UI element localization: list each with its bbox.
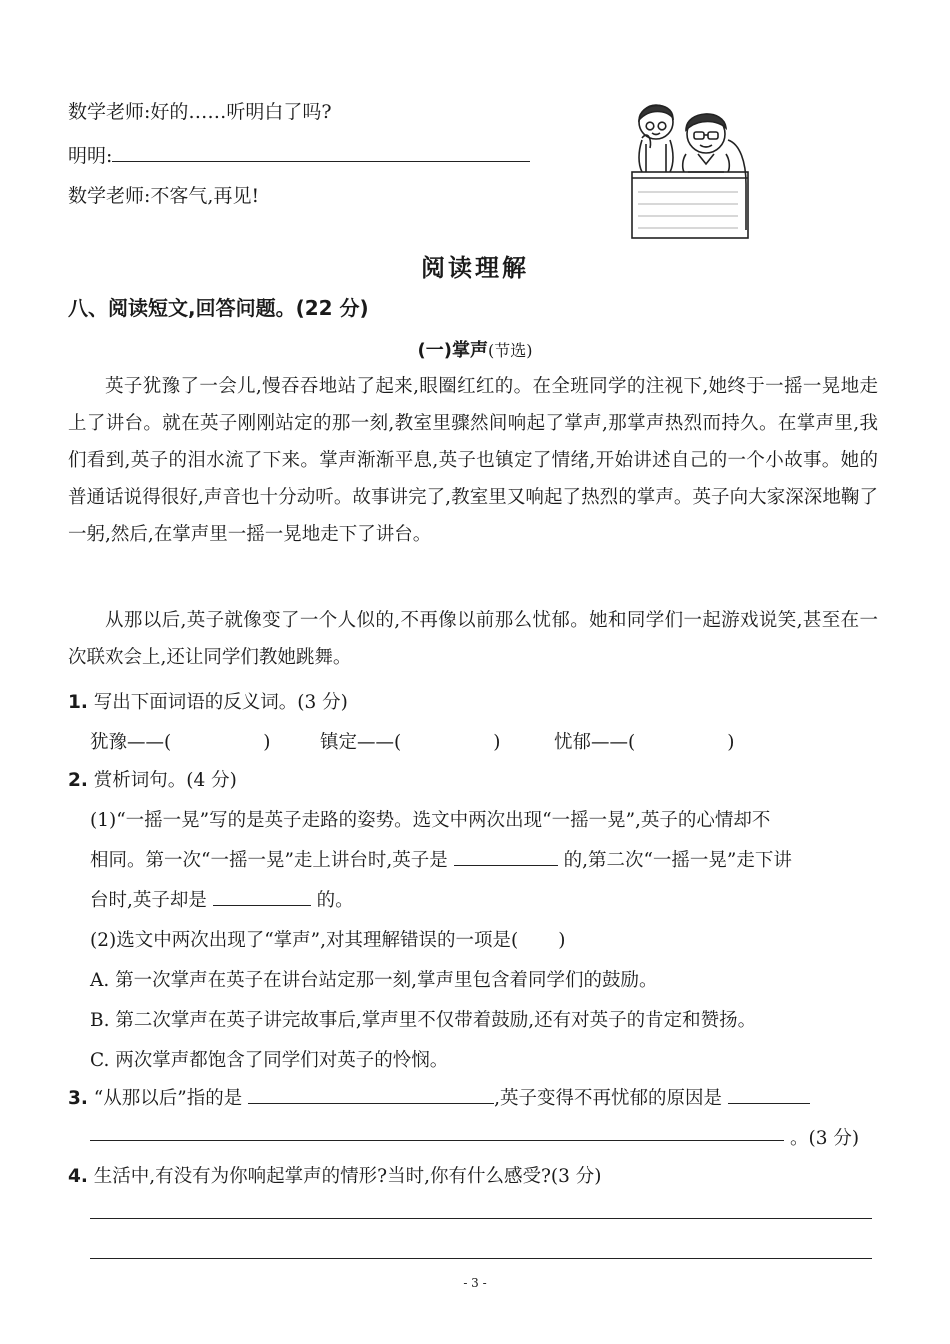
question-3-tail: 。(3 分) — [790, 1128, 860, 1149]
dialogue-text: : — [106, 145, 113, 167]
question-number: 3. — [68, 1088, 88, 1109]
dialogue-line-1 — [68, 100, 332, 124]
question-4 — [68, 1162, 601, 1188]
question-text: 赏析词句。(4 分) — [93, 770, 237, 791]
antonym-prompt: 镇定——( — [320, 732, 402, 753]
dialogue-text: :不客气,再见! — [144, 185, 260, 207]
answer-line[interactable] — [90, 1258, 872, 1259]
dialogue-line-2 — [68, 143, 530, 168]
question-header: 八、阅读短文,回答问题。(22 分) — [68, 296, 369, 320]
question-2-part-2 — [90, 926, 565, 952]
question-number: 1. — [68, 692, 88, 713]
option-c[interactable]: C. 两次掌声都饱含了同学们对英子的怜悯。 — [90, 1050, 449, 1071]
prompt-text: “从那以后”指的是 — [93, 1088, 243, 1109]
answer-line[interactable] — [90, 1140, 784, 1141]
passage-title-text: (一)掌声 — [417, 340, 488, 361]
prompt-text: 台时,英子却是 — [90, 890, 207, 911]
question-text: 生活中,有没有为你响起掌声的情形?当时,你有什么感受?(3 分) — [93, 1166, 602, 1187]
speaker: 数学老师 — [68, 185, 145, 207]
question-2-part-1-line-2 — [90, 846, 792, 872]
antonym-item-1[interactable] — [90, 728, 270, 754]
prompt-text: 的,第二次“一摇一晃”走下讲 — [563, 850, 792, 871]
question-number: 4. — [68, 1166, 88, 1187]
section-title: 阅读理解 — [421, 254, 529, 282]
answer-line[interactable] — [90, 1218, 872, 1219]
antonym-prompt: 忧郁——( — [554, 732, 636, 753]
close-paren: ) — [558, 930, 566, 951]
prompt-text: 相同。第一次“一摇一晃”走上讲台时,英子是 — [90, 850, 448, 871]
close-paren: ) — [727, 732, 735, 753]
question-1 — [68, 688, 348, 714]
prompt-text: ,英子变得不再忧郁的原因是 — [494, 1088, 722, 1109]
option-b[interactable]: B. 第二次掌声在英子讲完故事后,掌声里不仅带着鼓励,还有对英子的肯定和赞扬。 — [90, 1010, 757, 1031]
answer-blank[interactable] — [454, 847, 558, 866]
question-3 — [68, 1084, 810, 1110]
answer-blank[interactable] — [112, 143, 530, 162]
prompt-text: (2)选文中两次出现了“掌声”,对其理解错误的一项是( — [90, 930, 519, 951]
question-2-part-1-line-3 — [90, 886, 354, 912]
prompt-text: 的。 — [316, 890, 354, 911]
close-paren: ) — [493, 732, 501, 753]
antonym-item-3[interactable] — [554, 728, 734, 754]
question-number: 2. — [68, 770, 88, 791]
antonym-prompt: 犹豫——( — [90, 732, 172, 753]
close-paren: ) — [263, 732, 271, 753]
answer-blank[interactable] — [728, 1085, 810, 1104]
answer-blank[interactable] — [248, 1085, 494, 1104]
passage-paragraph-2: 从那以后,英子就像变了一个人似的,不再像以前那么忧郁。她和同学们一起游戏说笑,甚至在一次联欢会上,还让同学们教她跳舞。 — [68, 610, 878, 668]
option-a[interactable]: A. 第一次掌声在英子在讲台站定那一刻,掌声里包含着同学们的鼓励。 — [90, 970, 658, 991]
passage-title — [0, 336, 950, 362]
antonym-item-2[interactable] — [320, 728, 500, 754]
question-2 — [68, 766, 237, 792]
question-2-part-1-line-1: (1)“一摇一晃”写的是英子走路的姿势。选文中两次出现“一摇一晃”,英子的心情却不 — [90, 810, 771, 831]
passage-note: (节选) — [487, 341, 533, 360]
passage-paragraph-1: 英子犹豫了一会儿,慢吞吞地站了起来,眼圈红红的。在全班同学的注视下,她终于一摇一晃地走上了讲台。就在英子刚刚站定的那一刻,教室里骤然间响起了掌声,那掌声热烈而持久。在掌声里,我们看到,英子的泪水流了下来。掌声渐渐平息,英子也镇定了情绪,开始讲述自己的一个小故事。她的普通话说得很好,声音也十分动听。故事讲完了,教室里又响起了热烈的掌声。英子向大家深深地鞠了一躬,然后,在掌声里一摇一晃地走下了讲台。 — [68, 376, 878, 545]
page-number: - 3 - — [463, 1276, 487, 1290]
dialogue-line-3 — [68, 184, 259, 208]
teacher-student-illustration — [628, 92, 754, 242]
question-text: 写出下面词语的反义词。(3 分) — [93, 692, 348, 713]
dialogue-text: :好的……听明白了吗? — [144, 101, 332, 123]
answer-blank[interactable] — [213, 887, 311, 906]
speaker: 明明 — [68, 145, 107, 167]
speaker: 数学老师 — [68, 101, 145, 123]
